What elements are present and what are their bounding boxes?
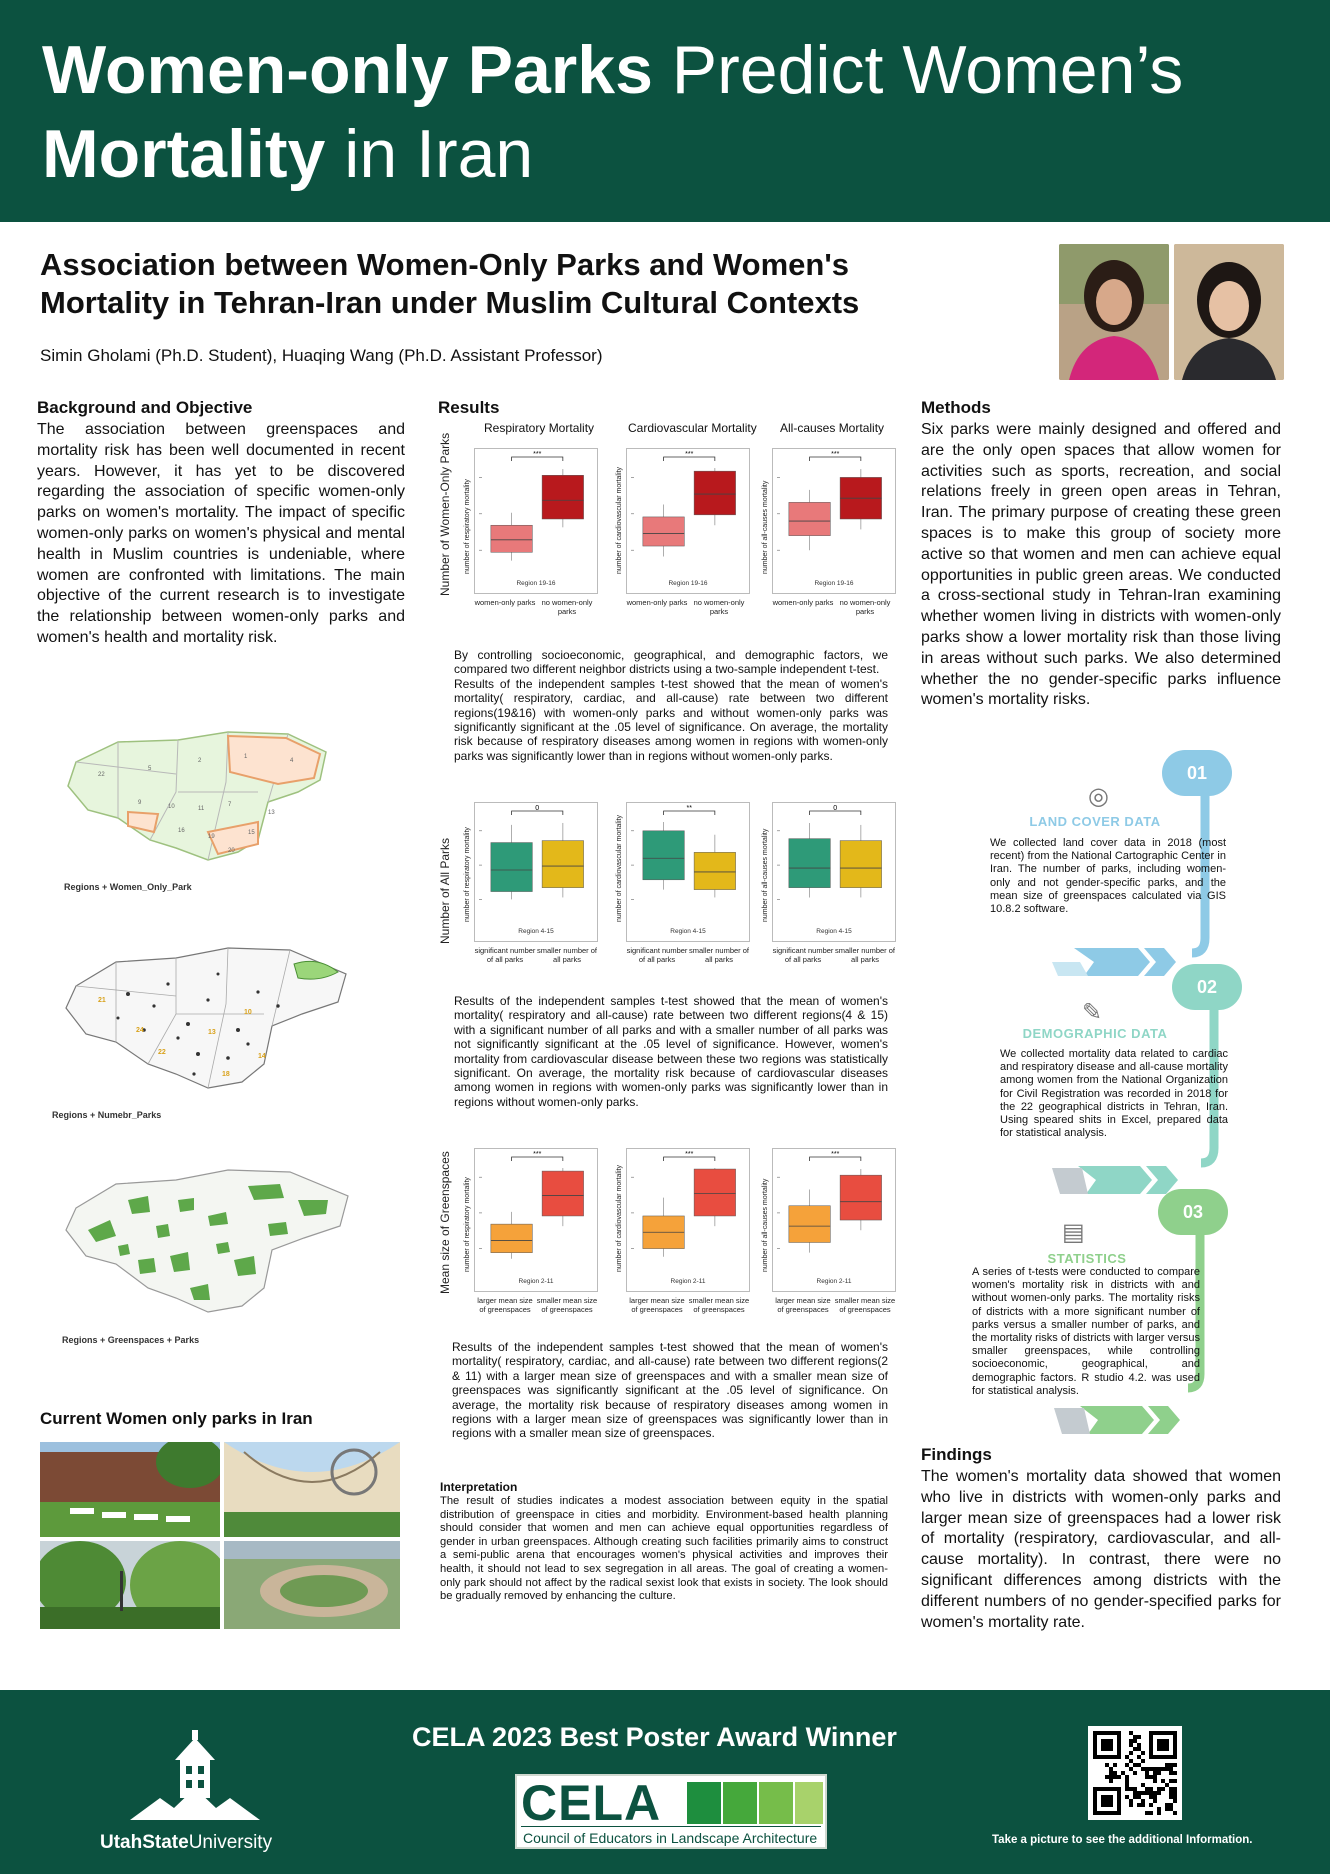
category-label: significant number of all parks <box>626 946 688 964</box>
step-title-03: STATISTICS <box>1047 1251 1127 1266</box>
row-label-1: Number of All Parks <box>438 837 452 944</box>
boxplot-svg <box>475 1149 597 1291</box>
category-label: significant number of all parks <box>474 946 536 964</box>
boxplot-svg <box>627 449 749 593</box>
y-axis-label: number of all-causes mortality <box>762 480 769 574</box>
step-title-01: LAND COVER DATA <box>1029 814 1161 829</box>
significance-label: 0 <box>535 805 540 812</box>
region-label: Region 19-16 <box>668 580 708 587</box>
svg-text:11: 11 <box>198 806 205 812</box>
box-right <box>840 841 881 888</box>
box-left <box>789 502 830 535</box>
box-right <box>840 1175 881 1220</box>
boxplot-panel <box>474 802 598 942</box>
svg-text:5: 5 <box>148 766 152 772</box>
svg-text:4: 4 <box>290 758 294 764</box>
box-left <box>643 831 684 880</box>
category-label: women-only parks <box>626 598 688 607</box>
boxplot-panel <box>626 1148 750 1292</box>
title-bold-2: Mortality <box>42 116 326 192</box>
category-label: significant number of all parks <box>772 946 834 964</box>
y-axis-label: number of cardiovascular mortality <box>616 467 623 574</box>
boxplot-svg <box>773 1149 895 1291</box>
significance-label: *** <box>831 451 840 458</box>
authors: Simin Gholami (Ph.D. Student), Huaqing Wang (Ph.D. Assistant Professor) <box>40 346 603 365</box>
box-right <box>694 471 735 515</box>
author-photo-2 <box>1174 244 1284 380</box>
svg-text:10: 10 <box>168 804 175 810</box>
usu-wordmark <box>100 1832 272 1854</box>
col-title-cardiovascular: Cardiovascular Mortality <box>628 421 757 435</box>
box-left <box>789 839 830 888</box>
step-text-01: We collected land cover data in 2018 (most recent) from the National Cartographic Center in Iran. The number of parks, including women-only and not gender-specific parks, and the mean size of greenspaces calculated via GIS 10.8.2 software. <box>990 837 1226 916</box>
box-left <box>491 525 532 552</box>
category-label: smaller number of all parks <box>834 946 896 964</box>
svg-text:14: 14 <box>258 1053 266 1060</box>
award-text: CELA 2023 Best Poster Award Winner <box>412 1722 897 1752</box>
map-greenspaces <box>58 1160 358 1330</box>
svg-text:20: 20 <box>228 848 235 854</box>
category-label: smaller mean size of greenspaces <box>536 1296 598 1314</box>
svg-text:19: 19 <box>208 834 215 840</box>
boxplot-panel <box>772 802 896 942</box>
region-label: Region 2-11 <box>518 1278 554 1285</box>
col-title-respiratory: Respiratory Mortality <box>484 421 595 435</box>
boxplot-panel <box>772 1148 896 1292</box>
row-label-2: Mean size of Greenspaces <box>438 1151 452 1294</box>
category-label: women-only parks <box>772 598 834 607</box>
significance-label: *** <box>533 451 542 458</box>
current-parks-heading: Current Women only parks in Iran <box>40 1409 313 1428</box>
y-axis-label: number of all-causes mortality <box>762 828 769 922</box>
boxplot-svg <box>627 803 749 941</box>
box-right <box>542 1171 583 1216</box>
step-icon-chart-icon: ▤ <box>1062 1219 1085 1246</box>
boxplot-svg <box>773 449 895 593</box>
results-text-2: Results of the independent samples t-test showed that the mean of women's mortality( respiratory and all-cause) rate between two different regions(4 & 15) with a significant number of all parks and with a smaller number of all parks was not significantly significant at the .05 level of significance. However, women's mortality from cardiovascular disease between these two regions was statistically significant. On average, the mortality risk because of cardiovascular diseases among women in regions with women-only parks was significantly lower than in regions without women-only parks. <box>454 994 888 1109</box>
step-number-01: 01 <box>1162 750 1232 796</box>
svg-text:13: 13 <box>268 810 275 816</box>
significance-label: *** <box>831 1151 840 1158</box>
svg-text:21: 21 <box>98 997 106 1004</box>
step-text-03: A series of t-tests were conducted to compare women's mortality risk in districts with and without women-only parks. The mortality risks of districts with a more significant number of parks versus a smaller number of parks, and the mortality risks of districts with larger versus smaller greenspaces, while controlling socioeconomic, geographical, and demographic factors. R studio 4.2. was used for statistical analysis. <box>972 1266 1200 1397</box>
significance-label: 0 <box>833 805 838 812</box>
findings-text: The women's mortality data showed that women who live in districts with women-only parks and larger mean size of greenspaces had a lower risk of mortality (respiratory, cardiovascular, and all-cause mortality). In contrast, there were no significant differences among districts with the different numbers of no gender-specified parks for women's mortality rate. <box>921 1468 1281 1631</box>
cela-logo <box>515 1774 827 1849</box>
category-label: larger mean size of greenspaces <box>775 1296 831 1314</box>
poster-title-line2 <box>42 114 533 194</box>
boxplot-panel <box>626 802 750 942</box>
category-label: no women-only parks <box>839 598 891 616</box>
significance-label: *** <box>685 451 694 458</box>
svg-text:18: 18 <box>222 1071 230 1078</box>
row-label-0: Number of Women-Only Parks <box>438 432 452 596</box>
box-left <box>491 843 532 892</box>
boxplot-panel <box>474 448 598 594</box>
svg-text:7: 7 <box>228 802 232 808</box>
cela-fullname: Council of Educators in Landscape Architecture <box>523 1830 818 1846</box>
region-label: Region 19-16 <box>516 580 556 587</box>
region-label: Region 4-15 <box>670 928 706 935</box>
map3-label: Regions + Greenspaces + Parks <box>62 1335 200 1345</box>
step-icon-notepad-icon: ✎ <box>1082 999 1103 1026</box>
qr-caption: Take a picture to see the additional Information. <box>992 1834 1253 1846</box>
subtitle-line2: Mortality in Tehran-Iran under Muslim Cultural Contexts <box>40 285 860 320</box>
svg-text:10: 10 <box>244 1009 252 1016</box>
step-icon-target-icon: ◎ <box>1088 783 1109 810</box>
map1-label: Regions + Women_Only_Park <box>64 882 192 892</box>
park-photo-3 <box>40 1541 220 1629</box>
boxplot-panel <box>772 448 896 594</box>
svg-text:22: 22 <box>158 1049 166 1056</box>
category-label: no women-only parks <box>541 598 593 616</box>
results-text-3: Results of the independent samples t-test showed that the mean of women's mortality( respiratory, cardiac, and all-cause) rate between two different regions(2 & 11) with a larger mean size of greenspaces and with a smaller mean size of greenspaces was significantly significant at the .05 level of significance. On average, the mortality risk because of respiratory diseases among women in regions with a larger mean size of greenspaces was significantly lower than in regions with a smaller mean size of greenspaces. <box>452 1340 888 1441</box>
svg-text:15: 15 <box>248 830 255 836</box>
boxplot-svg <box>773 803 895 941</box>
significance-label: ** <box>686 805 692 812</box>
category-label: smaller number of all parks <box>688 946 750 964</box>
poster-subtitle <box>40 246 1020 322</box>
title-light-1: Predict Women’s <box>652 32 1184 108</box>
boxplot-panel <box>474 1148 598 1292</box>
box-right <box>694 852 735 889</box>
category-label: women-only parks <box>474 598 536 607</box>
category-label: smaller number of all parks <box>536 946 598 964</box>
svg-text:1: 1 <box>244 754 248 760</box>
region-label: Region 4-15 <box>518 928 554 935</box>
svg-text:22: 22 <box>98 772 105 778</box>
significance-label: *** <box>685 1151 694 1158</box>
box-right <box>694 1169 735 1216</box>
region-label: Region 4-15 <box>816 928 852 935</box>
map-women-only-parks <box>58 722 358 894</box>
usu-bold: UtahState <box>100 1832 189 1853</box>
title-light-2: in Iran <box>325 116 534 192</box>
poster-footer <box>0 1690 1330 1874</box>
subtitle-line1: Association between Women-Only Parks and Women's <box>40 247 849 282</box>
interpretation-heading: Interpretation <box>440 1480 518 1494</box>
y-axis-label: number of respiratory mortality <box>464 827 471 922</box>
step-number-03: 03 <box>1158 1189 1228 1235</box>
methods-text: Six parks were mainly designed and offered and are the only open spaces that allow women for activities such as sports, recreation, and social relations freely in green open areas in Tehran, Iran. The primary purpose of creating these green spaces is to make this group of society more active so that women and men can achieve equal opportunities in public green areas. We conducted a cross-sectional study in Tehran-Iran examining whether women living in districts with women-only parks show a lower mortality risk than those living in areas without such parks. We also determined whether the no gender-specific parks influence women's mortality risks. <box>921 421 1281 709</box>
col-title-allcauses: All-causes Mortality <box>780 421 885 435</box>
category-label: no women-only parks <box>693 598 745 616</box>
region-label: Region 2-11 <box>670 1278 706 1285</box>
y-axis-label: number of all-causes mortality <box>762 1178 769 1272</box>
author-photo-1 <box>1059 244 1169 380</box>
svg-text:16: 16 <box>178 828 185 834</box>
significance-label: *** <box>533 1151 542 1158</box>
y-axis-label: number of respiratory mortality <box>464 1177 471 1272</box>
region-label: Region 2-11 <box>816 1278 852 1285</box>
park-photo-1 <box>40 1442 220 1537</box>
poster-title-line1 <box>42 30 1183 110</box>
category-label: smaller mean size of greenspaces <box>688 1296 750 1314</box>
findings-heading: Findings <box>921 1445 992 1464</box>
usu-logo <box>120 1728 270 1828</box>
step-title-02: DEMOGRAPHIC DATA <box>1022 1026 1168 1041</box>
step-text-02: We collected mortality data related to cardiac and respiratory disease and all-cause mortality among women from the National Organization for Civil Registration was recorded in 2018 for the 22 geographical districts in Tehran, Iran. Using speared shits in Excel, prepared data for statistical analysis. <box>1000 1048 1228 1140</box>
box-left <box>789 1206 830 1243</box>
svg-text:24: 24 <box>136 1027 144 1034</box>
background-text: The association between greenspaces and mortality risk has been well documented in recent years. However, it has yet to be discovered regarding the association of specific women-only parks on women's mortality. The impact of specific women-only parks on women's physical and mental health in Muslim countries is undeniable, where women are confronted with limitations. The main objective of the current research is to investigate the relationship between women-only parks and women's health and mortality risk. <box>37 421 405 646</box>
step-number-02: 02 <box>1172 964 1242 1010</box>
map-number-parks <box>58 934 358 1114</box>
svg-text:13: 13 <box>208 1029 216 1036</box>
interpretation-text: The result of studies indicates a modest association between equity in the spatial distribution of greenspace in cities and morbidity. Environment-based health planning should consider that women and men can achieve equal opportunities regardless of gender in urban greenspaces. Although creating such facilities primarily aims to construct a semi-public arena that encourages women's physical activities and improves their health, it should not lead to sex segregation in all areas. The goal of creating a women-only park should not affect by the radical sexist look that exists in society. The look should be gradually removed by enhancing the culture. <box>440 1495 888 1603</box>
category-label: smaller mean size of greenspaces <box>834 1296 896 1314</box>
y-axis-label: number of cardiovascular mortality <box>616 815 623 922</box>
park-photo-2 <box>224 1442 400 1537</box>
background-heading: Background and Objective <box>37 398 253 417</box>
methods-heading: Methods <box>921 398 991 417</box>
category-label: larger mean size of greenspaces <box>629 1296 685 1314</box>
box-right <box>542 475 583 519</box>
boxplot-svg <box>475 449 597 593</box>
results-heading: Results <box>438 398 500 417</box>
box-left <box>643 517 684 546</box>
qr-code[interactable] <box>1088 1726 1182 1820</box>
y-axis-label: number of respiratory mortality <box>464 479 471 574</box>
boxplot-svg <box>627 1149 749 1291</box>
y-axis-label: number of cardiovascular mortality <box>616 1165 623 1272</box>
boxplot-svg <box>475 803 597 941</box>
box-right <box>542 841 583 888</box>
map2-label: Regions + Numebr_Parks <box>52 1110 162 1120</box>
boxplot-panel <box>626 448 750 594</box>
svg-text:9: 9 <box>138 800 142 806</box>
category-label: larger mean size of greenspaces <box>477 1296 533 1314</box>
poster-header <box>0 0 1330 222</box>
title-bold-1: Women-only Parks <box>42 32 653 108</box>
park-photo-4 <box>224 1541 400 1629</box>
usu-light: University <box>188 1832 273 1853</box>
box-left <box>491 1224 532 1253</box>
results-text-1: By controlling socioeconomic, geographical, and demographic factors, we compared two different neighbor districts using a two-sample independent t-test. Results of the independent samples t-test showed that the mean of women's mortality( respiratory, cardiac, and all-cause) rate between two different regions(19&16) with women-only parks and without women-only parks was significantly significant at the .05 level of significance. On average, the mortality risk because of respiratory diseases among women in regions with women-only parks was significantly lower than in regions without women-only parks. <box>454 648 888 763</box>
cela-word: CELA <box>521 1775 662 1831</box>
svg-text:2: 2 <box>198 758 202 764</box>
region-label: Region 19-16 <box>814 580 854 587</box>
